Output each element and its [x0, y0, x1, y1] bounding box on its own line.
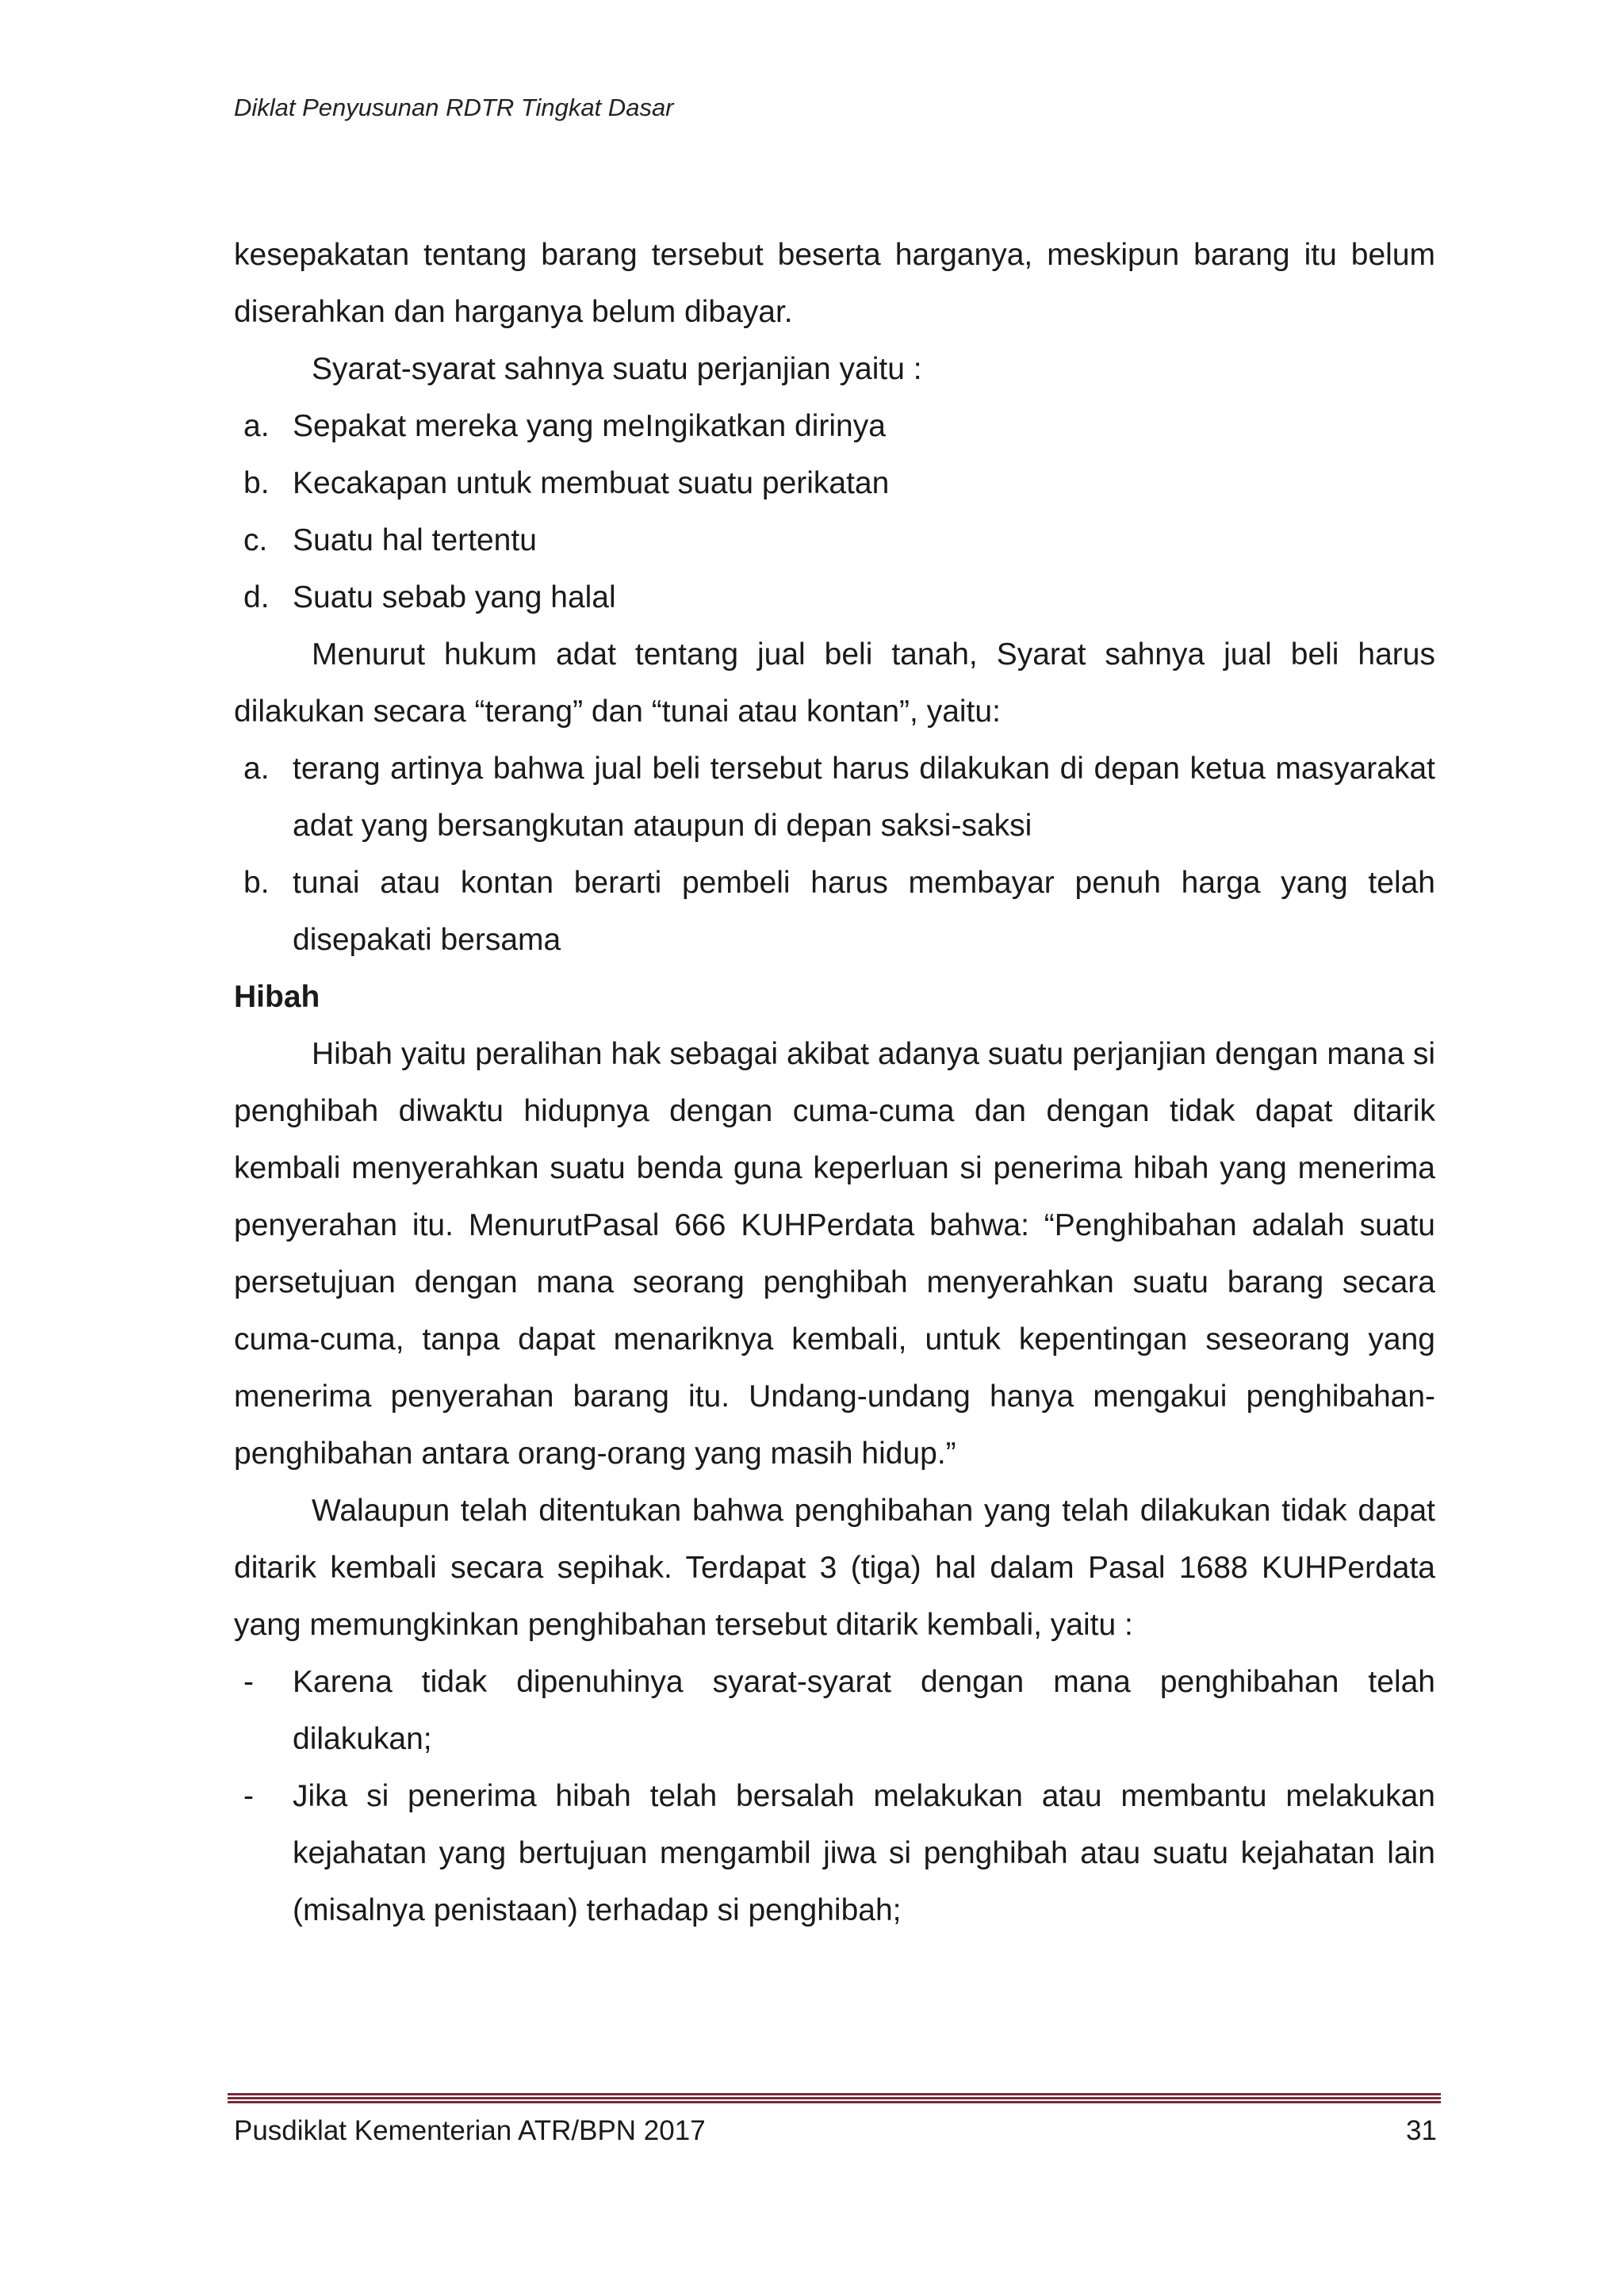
list-marker: a.: [243, 752, 270, 786]
list-item: [234, 1768, 1435, 1939]
footer-divider-line: [228, 2101, 1441, 2103]
running-header: Diklat Penyusunan RDTR Tingkat Dasar: [234, 94, 674, 121]
footer-divider-line: [228, 2093, 1441, 2095]
list-item-text: Kecakapan untuk membuat suatu perikatan: [293, 466, 890, 500]
list-item: [234, 455, 1435, 512]
page-number: 31: [1406, 2115, 1437, 2146]
list-marker: d.: [243, 580, 270, 614]
paragraph-hukum-adat: Menurut hukum adat tentang jual beli tanah, Syarat sahnya jual beli harus dilakukan secara “terang” dan “tunai atau kontan”, yaitu:: [234, 637, 1435, 729]
list-item: [234, 855, 1435, 969]
list-item-text: Jika si penerima hibah telah bersalah melakukan atau membantu melakukan kejahatan yang bertujuan mengambil jiwa si penghibah atau suatu kejahatan lain (misalnya penistaan) terhadap si penghibah;: [293, 1779, 1435, 1927]
list-item-text: Sepakat mereka yang meIngikatkan dirinya: [293, 409, 886, 443]
footer-publisher: Pusdiklat Kementerian ATR/BPN 2017: [234, 2115, 706, 2146]
list-marker: -: [243, 1779, 254, 1813]
list-item-text: Suatu hal tertentu: [293, 523, 537, 557]
list-marker: b.: [243, 866, 270, 900]
list-item: [234, 569, 1435, 626]
adat-list: [234, 740, 1435, 969]
footer-divider: [228, 2093, 1441, 2103]
list-item: [234, 398, 1435, 455]
paragraph-continuation: kesepakatan tentang barang tersebut beserta harganya, meskipun barang itu belum diserahkan dan harganya belum dibayar.: [234, 238, 1435, 329]
list-item: [234, 740, 1435, 855]
paragraph-hibah-definition: Hibah yaitu peralihan hak sebagai akibat adanya suatu perjanjian dengan mana si penghibah diwaktu hidupnya dengan cuma-cuma dan dengan tidak dapat ditarik kembali menyerahkan suatu benda guna keperluan si penerima hibah yang menerima penyerahan itu. MenurutPasal 666 KUHPerdata bahwa: “Penghibahan adalah suatu persetujuan dengan mana seorang penghibah menyerahkan suatu barang secara cuma-cuma, tanpa dapat menariknya kembali, untuk kepentingan seseorang yang menerima penyerahan barang itu. Undang-undang hanya mengakui penghibahan-penghibahan antara orang-orang yang masih hidup.”: [234, 1037, 1435, 1471]
list-marker: -: [243, 1665, 254, 1699]
tarik-kembali-list: [234, 1654, 1435, 1939]
syarat-list: [234, 398, 1435, 626]
list-item: [234, 1654, 1435, 1768]
list-marker: a.: [243, 409, 270, 443]
list-item-text: Karena tidak dipenuhinya syarat-syarat dengan mana penghibahan telah dilakukan;: [293, 1665, 1435, 1756]
page-body: [234, 227, 1435, 1939]
list-marker: c.: [243, 523, 268, 557]
paragraph-syarat-intro: Syarat-syarat sahnya suatu perjanjian yaitu :: [312, 352, 922, 386]
list-item-text: tunai atau kontan berarti pembeli harus membayar penuh harga yang telah disepakati bersama: [293, 866, 1435, 957]
list-marker: b.: [243, 466, 270, 500]
list-item: [234, 512, 1435, 569]
paragraph-walaupun: Walaupun telah ditentukan bahwa penghibahan yang telah dilakukan tidak dapat ditarik kembali secara sepihak. Terdapat 3 (tiga) hal dalam Pasal 1688 KUHPerdata yang memungkinkan penghibahan tersebut ditarik kembali, yaitu :: [234, 1494, 1435, 1642]
list-item-text: Suatu sebab yang halal: [293, 580, 616, 614]
list-item-text: terang artinya bahwa jual beli tersebut harus dilakukan di depan ketua masyarakat adat yang bersangkutan ataupun di depan saksi-saksi: [293, 752, 1435, 843]
footer-divider-line: [228, 2097, 1441, 2099]
section-heading-hibah: Hibah: [234, 980, 320, 1014]
